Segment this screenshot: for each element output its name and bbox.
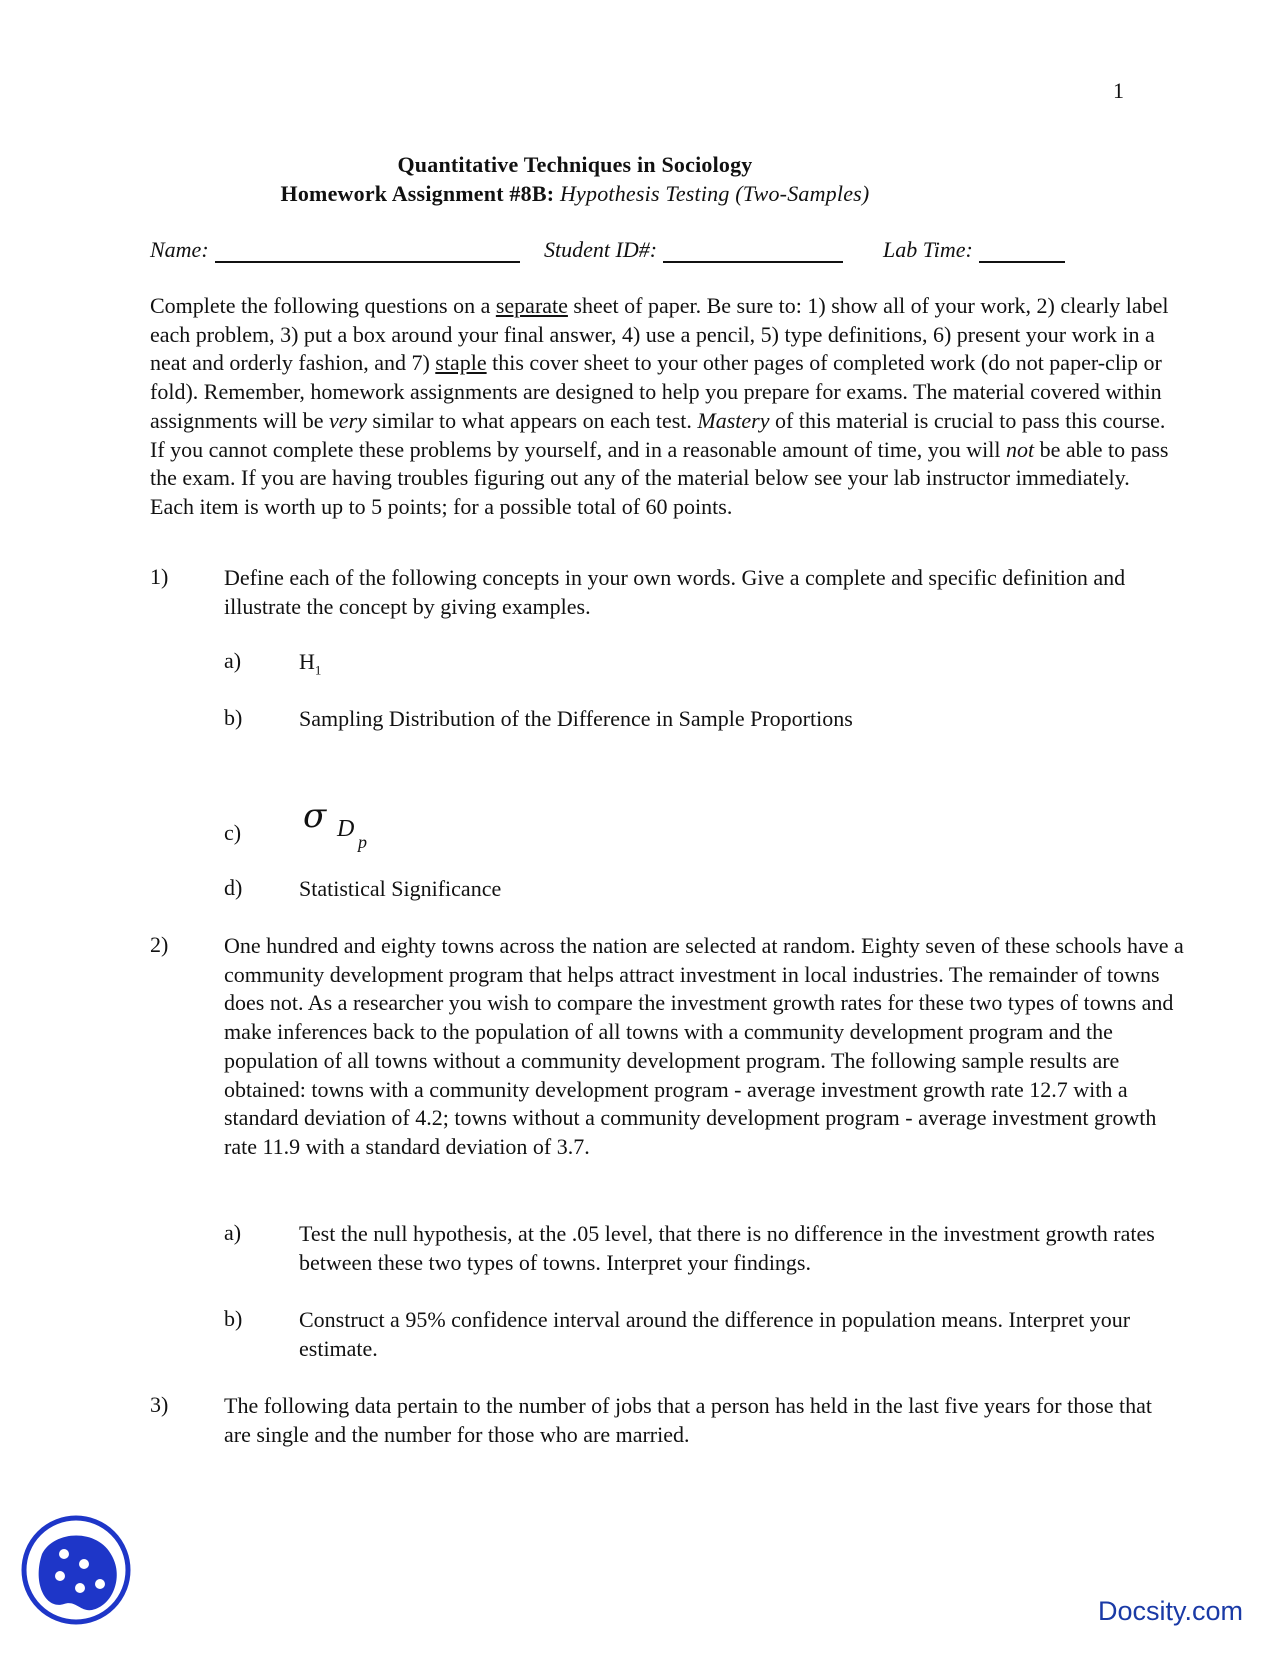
q2-a-label: a): [224, 1220, 242, 1245]
q1-d-label: d): [224, 875, 243, 900]
q1-a-text: [299, 648, 1179, 685]
lab-time-blank[interactable]: [979, 239, 1065, 263]
question-1-text: Define each of the following concepts in your own words. Give a complete and specific definition and illustrate the concept by giving examples.: [224, 565, 1126, 619]
page-number: 1: [1113, 78, 1124, 103]
q1-b-label: b): [224, 705, 243, 730]
name-blank[interactable]: [215, 239, 520, 263]
intro-not: not: [1005, 436, 1035, 462]
q2-b-label: b): [224, 1306, 243, 1331]
assignment-label: Homework Assignment #8B:: [280, 181, 555, 206]
q1-a-label: a): [224, 648, 242, 673]
intro-staple: staple: [435, 350, 487, 376]
lab-time-label: Lab Time:: [883, 237, 973, 262]
sigma-subscript-d: D: [337, 816, 355, 842]
sigma-subscript-p: p: [358, 832, 367, 852]
intro-mastery: Mastery: [697, 407, 770, 433]
h-symbol: H: [299, 649, 315, 674]
intro-separate: separate: [495, 293, 568, 318]
docsity-logo-icon: [20, 1514, 132, 1626]
question-1-number: 1): [150, 564, 169, 589]
q2-b-text: Construct a 95% confidence interval around the difference in population means. Interpret your estimate.: [299, 1307, 1131, 1361]
intro-text: of this material is crucial to pass this course. If you cannot complete these problems by yourself, and in a reasonable amount of time, you will: [150, 407, 1166, 462]
q1-c-label: c): [224, 820, 242, 845]
sigma-symbol: σ: [303, 796, 327, 836]
h-subscript: 1: [314, 662, 322, 678]
name-field[interactable]: [150, 237, 520, 263]
question-2-text: One hundred and eighty towns across the nation are selected at random. Eighty seven of these schools have a community development program that helps attract investment in local industries. The remainder of towns does not. As a researcher you wish to compare the investment growth rates for these two types of towns and make inferences back to the population of all towns with a community development program and the population of all towns without a community development program. The following sample results are obtained: towns with a community development program - average investment growth rate 12.7 with a standard deviation of 4.2; towns without a community development program - average investment growth rate 11.9 with a standard deviation of 3.7.: [224, 933, 1184, 1159]
intro-very: very: [329, 407, 367, 433]
assignment-title: [0, 181, 1150, 207]
assignment-topic: Hypothesis Testing (Two-Samples): [559, 181, 870, 206]
course-title: Quantitative Techniques in Sociology: [397, 152, 753, 177]
docsity-brand[interactable]: Docsity.com: [1098, 1596, 1244, 1626]
name-label: Name:: [150, 237, 209, 262]
q1-b-text: Sampling Distribution of the Difference in Sample Proportions: [299, 706, 853, 731]
intro-text: this cover sheet to your other pages of completed work (do not paper-clip or fold). Remember, homework assignments are designed to help you prepare for exams. The material covered within assignments will be: [150, 350, 1162, 433]
student-id-field[interactable]: [544, 237, 843, 263]
q1-d-text: Statistical Significance: [299, 876, 502, 901]
intro-text: sheet of paper. Be sure to: 1) show all of your work, 2) clearly label each problem, 3) put a box around your final answer, 4) use a pencil, 5) type definitions, 6) present your work in a neat and orderly fashion, and 7): [150, 293, 1169, 376]
lab-time-field[interactable]: [883, 237, 1065, 263]
intro-text: Complete the following questions on a: [150, 293, 496, 318]
question-3-number: 3): [150, 1392, 169, 1417]
intro-text: similar to what appears on each test.: [366, 407, 698, 433]
intro-text: be able to pass the exam. If you are having troubles figuring out any of the material below see your lab instructor immediately. Each item is worth up to 5 points; for a possible total of 60 points.: [150, 436, 1169, 519]
instructions-paragraph: [150, 292, 1170, 522]
question-3-text: The following data pertain to the number of jobs that a person has held in the last five years for those that are single and the number for those who are married.: [224, 1393, 1153, 1447]
student-id-label: Student ID#:: [544, 237, 658, 262]
student-id-blank[interactable]: [663, 239, 843, 263]
q2-a-text: Test the null hypothesis, at the .05 level, that there is no difference in the investment growth rates between these two types of towns. Interpret your findings.: [299, 1221, 1155, 1275]
question-2-number: 2): [150, 932, 169, 957]
